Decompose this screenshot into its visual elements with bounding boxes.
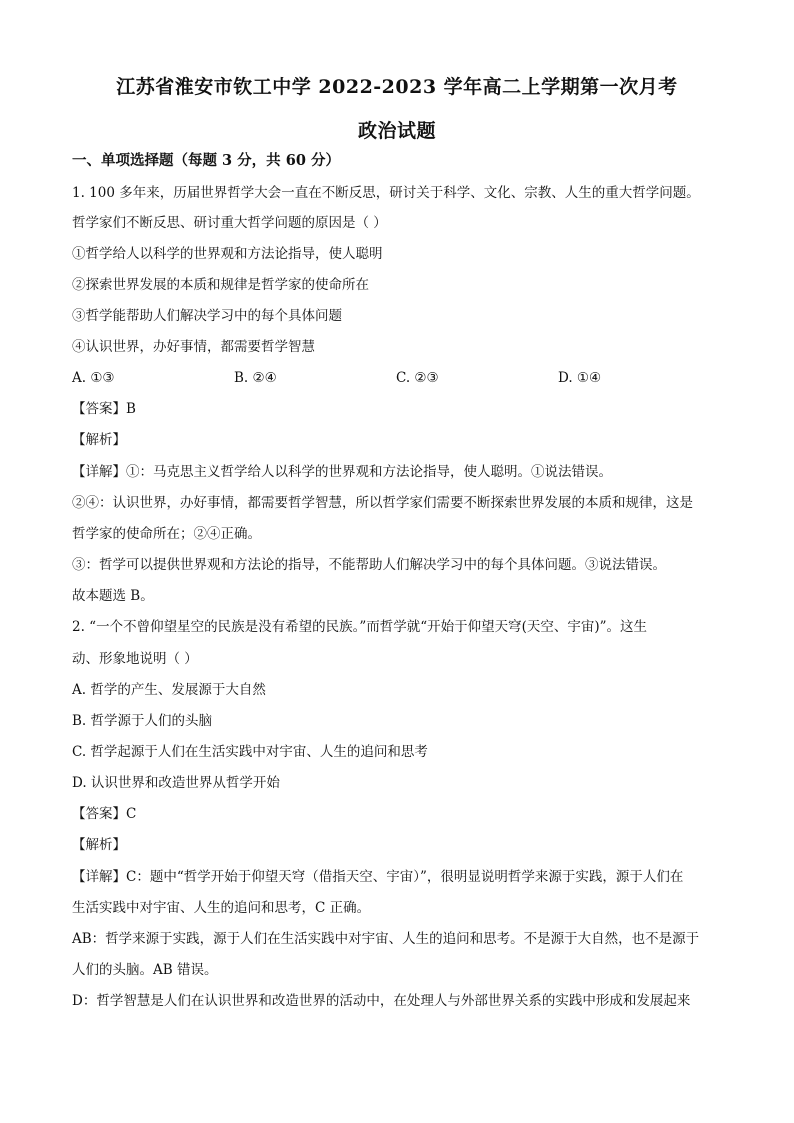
document-subtitle: 政治试题 <box>357 120 436 142</box>
section-heading: 一、单项选择题（每题 3 分，共 60 分） <box>72 152 340 169</box>
q2-stem-line1: 2. “一个不曾仰望星空的民族是没有希望的民族。”而哲学就“开始于仰望天穹(天空、宇宙)”。这生 <box>72 619 648 635</box>
q2-detail-line3: AB：哲学来源于实践，源于人们在生活实践中对宇宙、人生的追问和思考。不是源于大自然，也不是源于 <box>72 931 700 947</box>
q2-detail-line4: 人们的头脑。AB 错误。 <box>72 962 218 978</box>
q1-detail-line2: ②④：认识世界，办好事情，都需要哲学智慧，所以哲学家们需要不断探索世界发展的本质和规律，这是 <box>72 495 693 511</box>
q1-answer: 【答案】B <box>72 401 136 417</box>
q1-analysis-label: 【解析】 <box>72 432 126 448</box>
q1-item-1: ①哲学给人以科学的世界观和方法论指导，使人聪明 <box>72 246 383 262</box>
q2-stem-line2: 动、形象地说明（ ） <box>72 651 198 667</box>
q1-option-d: D. ①④ <box>558 370 602 386</box>
q2-answer: 【答案】C <box>72 806 137 822</box>
q2-detail-line1: 【详解】C：题中“哲学开始于仰望天穹（借指天空、宇宙）”，很明显说明哲学来源于实践，源于人们在 <box>72 869 684 885</box>
q2-detail-line2: 生活实践中对宇宙、人生的追问和思考，C 正确。 <box>72 900 371 916</box>
q1-detail-line4: ③：哲学可以提供世界观和方法论的指导，不能帮助人们解决学习中的每个具体问题。③说法错误。 <box>72 557 666 573</box>
q1-option-a: A. ①③ <box>72 370 115 386</box>
q2-option-b: B. 哲学源于人们的头脑 <box>72 713 213 729</box>
q1-stem-line2: 哲学家们不断反思、研讨重大哲学问题的原因是（ ） <box>72 215 387 231</box>
q1-option-b: B. ②④ <box>234 370 277 386</box>
q1-detail-line5: 故本题选 B。 <box>72 588 154 604</box>
document-title: 江苏省淮安市钦工中学 2022-2023 学年高二上学期第一次月考 <box>116 76 678 98</box>
q1-item-4: ④认识世界，办好事情，都需要哲学智慧 <box>72 339 315 355</box>
q1-option-c: C. ②③ <box>396 370 439 386</box>
q2-option-d: D. 认识世界和改造世界从哲学开始 <box>72 775 280 791</box>
q1-detail-line3: 哲学家的使命所在；②④正确。 <box>72 526 261 542</box>
q2-option-c: C. 哲学起源于人们在生活实践中对宇宙、人生的追问和思考 <box>72 744 428 760</box>
q1-stem-line1: 1. 100 多年来，历届世界哲学大会一直在不断反思，研讨关于科学、文化、宗教、人生的重大哲学问题。 <box>72 185 700 201</box>
q2-option-a: A. 哲学的产生、发展源于大自然 <box>72 682 266 698</box>
q1-item-2: ②探索世界发展的本质和规律是哲学家的使命所在 <box>72 277 369 293</box>
q1-detail-line1: 【详解】①：马克思主义哲学给人以科学的世界观和方法论指导，使人聪明。①说法错误。 <box>72 464 612 480</box>
q1-item-3: ③哲学能帮助人们解决学习中的每个具体问题 <box>72 308 342 324</box>
q1-options <box>72 369 724 387</box>
q2-analysis-label: 【解析】 <box>72 837 126 853</box>
q2-detail-line5: D：哲学智慧是人们在认识世界和改造世界的活动中，在处理人与外部世界关系的实践中形成和发展起来 <box>72 993 691 1009</box>
